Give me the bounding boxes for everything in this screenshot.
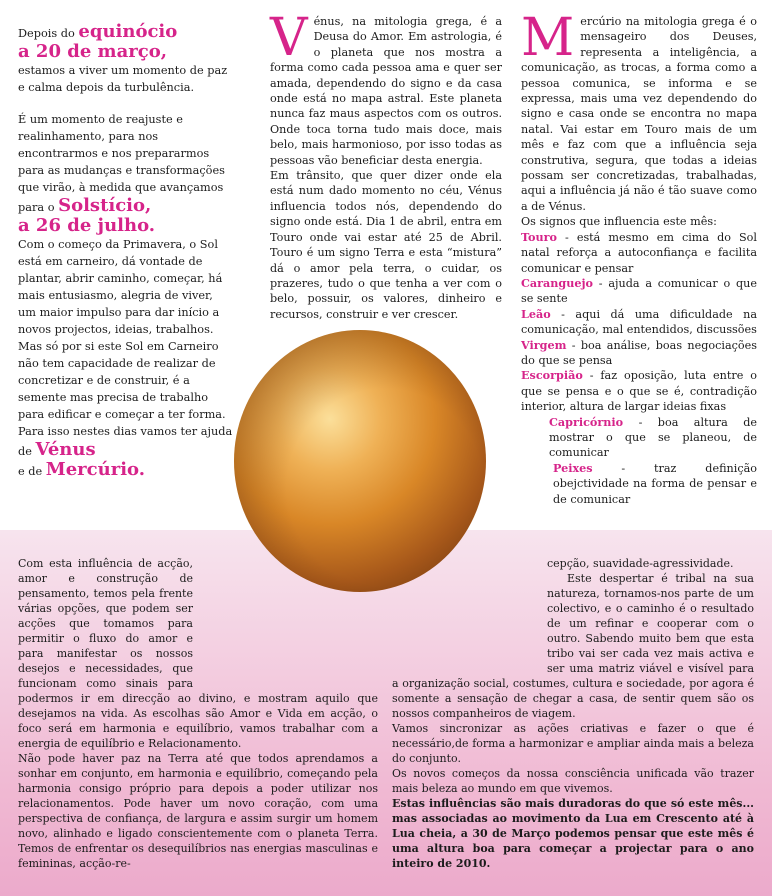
sign-description: - faz oposição, luta entre o que se pensa e o que se é, contradição interior, altura de largar ideias fixas <box>521 369 757 414</box>
spring-paragraph: Com o começo da Primavera, o Sol está em carneiro, dá vontade de plantar, abrir caminho, começar, há mais entusiasmo, alegria de viver, um maior impulso para dar início a novos projectos, ideias, trabalhos. <box>18 238 223 336</box>
mercury-intro-text: ercúrio na mitologia grega é o mensageiro dos Deuses, representa a inteligência, a comunicação, as trocas, a forma como a pessoa comunica, se informa e se expressa, mais uma vez dependendo do signo e casa onde se encontra no mapa natal. Vai estar em Touro mais de um mês e faz com que a influência seja construtiva, segura, que todas a ideias possam ser concretizadas, trabalhadas, aqui a influência já não é tão suave como a de Vénus. <box>521 15 757 213</box>
planet-wrap-spacer <box>193 556 378 684</box>
sign-description: - ajuda a comunicar o que se sente <box>521 276 757 306</box>
realignment-text: É um momento de reajuste e realinhamento, para nos encontrarmos e nos prepararmos para as mudanças e transformações que virão, à medida que avançamos para o <box>18 113 225 214</box>
aries-text: Mas só por si este Sol em Carneiro não tem capacidade de realizar de concretizar e de construir, é a semente mas precisa de trabalho para edificar e começar a ter forma. Para isso nestes dias vamos ter ajuda de <box>18 340 233 458</box>
new-beginnings-paragraph: Os novos começos da nossa consciência unificada vão trazer mais beleza ao mundo em que vivemos. <box>392 767 754 795</box>
intro-prefix: Depois do <box>18 27 75 40</box>
venus-planet-image <box>234 330 486 592</box>
sign-item <box>521 307 757 338</box>
aries-paragraph: Mas só por si este Sol em Carneiro não tem capacidade de realizar de concretizar e de construir, é a semente mas precisa de trabalho para edificar e começar a ter forma. Para isso nestes dias vamos ter ajuda de Vénus e de Mercúrio. <box>18 340 233 480</box>
solstice-date: a 26 de julho <box>18 215 149 236</box>
sign-name: Virgem <box>521 337 567 352</box>
sign-item <box>521 461 757 507</box>
sign-name: Touro <box>521 229 557 244</box>
mercury-intro-paragraph <box>521 8 757 214</box>
sign-name: Capricórnio <box>549 414 624 429</box>
and-word: e de <box>18 465 43 478</box>
left-column <box>18 22 233 480</box>
venus-intro-paragraph <box>270 8 502 168</box>
sync-paragraph: Vamos sincronizar as ações criativas e fazer o que é necessário,de forma a harmonizar e ampliar ainda mais a beleza do conjunto. <box>392 722 754 765</box>
closing-paragraph: Estas influências são mais duradoras do que só este mês... mas associadas ao movimento da Lua em Crescento até à Lua cheia, a 30 de Março podemos pensar que este mês é uma altura boa para começar a projectar para o ano inteiro de 2010. <box>392 797 754 870</box>
equinox-heading: equinócio <box>78 21 178 42</box>
sign-item <box>521 415 757 461</box>
mercury-column <box>521 8 757 507</box>
reception-paragraph: cepção, suavidade-agressividade. <box>547 557 734 570</box>
equinox-date: a 20 de março <box>18 41 161 62</box>
sign-name: Escorpião <box>521 368 583 383</box>
sign-item <box>521 368 757 414</box>
realignment-paragraph: É um momento de reajuste e realinhamento, para nos encontrarmos e nos prepararmos para as mudanças e transformações que virão, à medida que avançamos para o Solstício, a 26 de julho. <box>18 113 225 236</box>
sign-description: - boa análise, boas negociações do que se pensa <box>521 338 757 367</box>
sign-item <box>521 276 757 307</box>
sign-description: - está mesmo em cima do Sol natal reforça a autoconfiança e facilita comunicar e pensar <box>521 230 757 275</box>
bottom-left-column <box>18 556 378 871</box>
venus-transit-paragraph: Em trânsito, que quer dizer onde ela está num dado momento no céu, Vénus influencia todos nós, dependendo do signo onde está. Dia 1 de abril, entra em Touro onde vai estar até 25 de Abril. Touro é um signo Terra e esta “mistura” dá o amor pela terra, o cuidar, os prazeres, tudo o que tenha a ver com o belo, possuir, os valores, dinheiro e recursos, construir e ver crescer. <box>270 169 502 321</box>
sign-description: - aqui dá uma dificuldade na comunicação, mal entendidos, discussões <box>521 307 757 337</box>
signs-list <box>521 230 757 507</box>
bottom-right-column <box>392 556 754 871</box>
venus-intro-text: énus, na mitologia grega, é a Deusa do Amor. Em astrologia, é o planeta que nos mostra a forma como cada pessoa ama e quer ser amada, dependendo do signo e da casa onde está no mapa astral. Este planeta nunca faz maus aspectos com os outros. Onde toca torna tudo mais doce, mais belo, mais harmonioso, por isso todas as pessoas vão beneficiar desta energia. <box>270 15 502 167</box>
planet-wrap-spacer-right <box>392 556 547 674</box>
venus-dropcap: V <box>270 8 308 68</box>
sign-item <box>521 338 757 369</box>
sign-description: - boa altura de mostrar o que se planeou, de comunicar <box>549 415 757 460</box>
intro-paragraph: Depois do equinócio a 20 de março, estamos a viver um momento de paz e calma depois da turbulência. <box>18 21 228 94</box>
intro-rest: estamos a viver um momento de paz e calma depois da turbulência. <box>18 64 228 94</box>
solstice-heading: Solstício, <box>58 195 152 216</box>
mercury-dropcap: M <box>521 8 575 68</box>
venus-word: Vénus <box>35 439 96 460</box>
venus-column <box>270 8 502 322</box>
influence-paragraph: Com esta influência de acção, amor e construção de pensamento, temos pela frente várias opções, que podem ser acções que tomamos para permitir o fluxo do amor e para manifestar os nossos desejos e necessidades, que funcionam como sinais para podermos ir em direcção ao divino, e mostram aquilo que desejamos na vida. As escolhas são Amor e Vida em acção, o foco será em harmonia e equilíbrio, vamos trabalhar com a energia de equilíbrio e Relacionamento. <box>18 557 378 750</box>
sign-item <box>521 230 757 276</box>
signs-intro: Os signos que influencia este mês: <box>521 215 717 229</box>
sign-name: Peixes <box>553 460 593 475</box>
sign-name: Caranguejo <box>521 275 594 290</box>
peace-paragraph: Não pode haver paz na Terra até que todos aprendamos a sonhar em conjunto, em harmonia e equilíbrio, começando pela harmonia consigo próprio para depois a poder utilizar nos relacionamentos. Pode haver um novo coração, com uma perspectiva de confiança, de largura e assim surgir um homem novo, alinhado e ligado conscientemente com o planeta Terra. Temos de enfrentar os desequilíbrios nas energias masculinas e femininas, acção-re- <box>18 752 378 870</box>
sign-description: - traz definição obejctividade na forma de pensar e de comunicar <box>553 461 757 506</box>
sign-name: Leão <box>521 306 551 321</box>
mercury-word: Mercúrio <box>45 459 139 480</box>
tribal-paragraph: Este despertar é tribal na sua natureza, tornamos-nos parte de um colectivo, e o caminho é o resultado de um refinar e cooperar com o outro. Sabendo muito bem que esta tribo vai ser cada vez mais activa e ser uma matriz viável e visível para a organização social, costumes, cultura e sociedade, por agora é somente a sensação de chegar a casa, de sentir quem são os nossos companheiros de viagem. <box>392 572 754 720</box>
